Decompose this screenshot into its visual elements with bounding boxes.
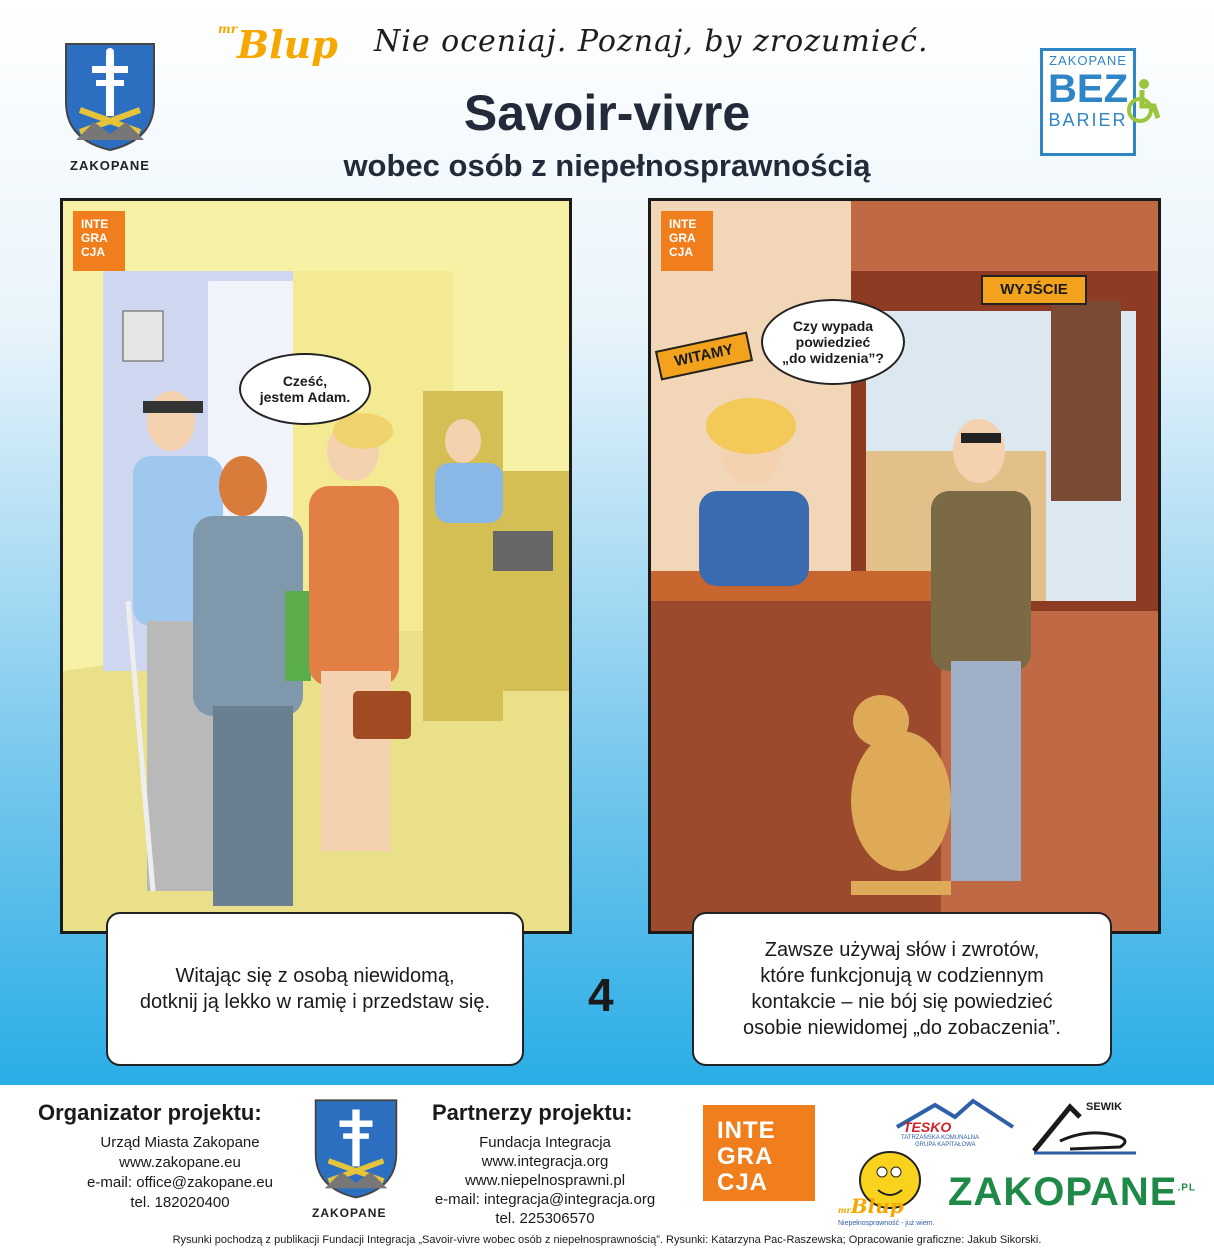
partners-info [420,1133,670,1228]
integracja-logo-line: INTE [717,1117,776,1144]
integracja-badge [73,211,125,271]
welcome-sign: WITAMY [655,332,753,381]
integracja-logo-line: GRA [717,1143,774,1170]
integracja-badge [661,211,713,271]
tesko-name: TESKO [903,1119,952,1135]
integracja-badge-line: INTE [669,217,697,231]
caption-line: kontakcie – nie bój się powiedzieć [751,991,1053,1013]
credits-line: Rysunki pochodzą z publikacji Fundacji Integracja „Savoir-vivre wobec osób z niepełnosprawnością”. Rysunki: Katarzyna Pac-Raszewska; Opracowanie graficzne: Jakub Sikorski. [172,1234,1042,1246]
mr-blup-logo [218,22,338,67]
blup-name-small: Blup [850,1194,904,1218]
left-illustration-panel [60,198,572,934]
organizer-link[interactable]: www.zakopane.eu [119,1154,241,1171]
sewik-logo [1030,1097,1140,1157]
crest-label: ZAKOPANE [70,158,150,173]
zakopane-crest-logo-footer [312,1096,400,1205]
speech-bubble-question [761,299,905,385]
page-number: 4 [588,969,614,1021]
bez-bottom: BARIER [1048,110,1128,130]
integracja-badge-line: INTE [81,217,109,231]
right-illustration-panel [648,198,1161,934]
partner-email[interactable]: e-mail: integracja@integracja.org [434,1191,656,1208]
integracja-logo [703,1105,815,1201]
mr-blup-mascot-logo [838,1150,938,1232]
organizer-line: Urząd Miasta Zakopane [100,1134,260,1151]
partner-phone: tel. 225306570 [495,1210,595,1227]
left-caption-box [106,912,524,1066]
tesko-logo [895,1097,1015,1157]
blup-prefix-small: mr [838,1205,851,1215]
right-caption-box [692,912,1112,1066]
blup-tagline: Niepełnosprawność - już wiem. [838,1220,935,1227]
partner-link[interactable]: www.integracja.org [481,1153,609,1170]
reception-scene-illustration [651,201,1158,931]
integracja-badge-line: CJA [81,245,106,259]
slogan: Nie oceniaj. Poznaj, by zrozumieć. [374,24,929,59]
tesko-sub: GRUPA KAPITAŁOWA [915,1142,976,1148]
organizer-email[interactable]: e-mail: office@zakopane.eu [87,1174,273,1191]
page-title: Savoir-vivre [463,85,751,141]
integracja-badge-line: GRA [81,231,108,245]
partners-heading: Partnerzy projektu: [432,1100,633,1125]
integracja-badge-line: GRA [669,231,696,245]
organizer-heading: Organizator projektu: [38,1100,262,1125]
partner-link[interactable]: www.niepelnosprawni.pl [464,1172,626,1189]
bubble-line: jestem Adam. [259,389,351,405]
office-scene-illustration [63,201,569,931]
blup-prefix: mr [218,22,238,36]
blup-name: Blup [237,22,338,67]
bubble-line: powiedzieć [795,334,871,350]
caption-line: Witając się z osobą niewidomą, [175,965,455,987]
integracja-badge-line: CJA [669,245,694,259]
page-subtitle: wobec osób z niepełnosprawnością [343,148,871,183]
ski-jump-icon [1030,1097,1140,1157]
zakopane-pl-logo [948,1170,1196,1215]
exit-sign: WYJŚCIE [981,275,1087,305]
caption-line: Zawsze używaj słów i zwrotów, [764,939,1040,961]
sewik-name: SEWIK [1086,1101,1123,1113]
caption-line: dotknij ją lekko w ramię i przedstaw się. [139,991,491,1013]
bubble-line: Cześć, [282,373,328,389]
speech-bubble-adam [239,353,371,425]
bez-top: ZAKOPANE [1049,53,1127,68]
zakopane-bez-barier-logo [1040,48,1136,156]
organizer-phone: tel. 182020400 [130,1194,230,1211]
zakopane-logo-text: ZAKOPANE [948,1170,1178,1214]
caption-line: które funkcjonują w codziennym [760,965,1044,987]
wheelchair-icon [1124,78,1164,124]
bubble-line: Czy wypada [792,318,874,334]
tesko-sub: TATRZAŃSKA KOMUNALNA [901,1135,980,1141]
zakopane-logo-suffix: .PL [1177,1182,1197,1194]
organizer-info [30,1133,330,1213]
bubble-line: „do widzenia”? [782,350,884,366]
partner-line: Fundacja Integracja [479,1134,611,1151]
bez-mid: BEZ [1048,67,1128,111]
crest-label-footer: ZAKOPANE [312,1206,387,1220]
integracja-logo-line: CJA [717,1169,769,1196]
caption-line: osobie niewidomej „do zobaczenia”. [743,1017,1061,1039]
